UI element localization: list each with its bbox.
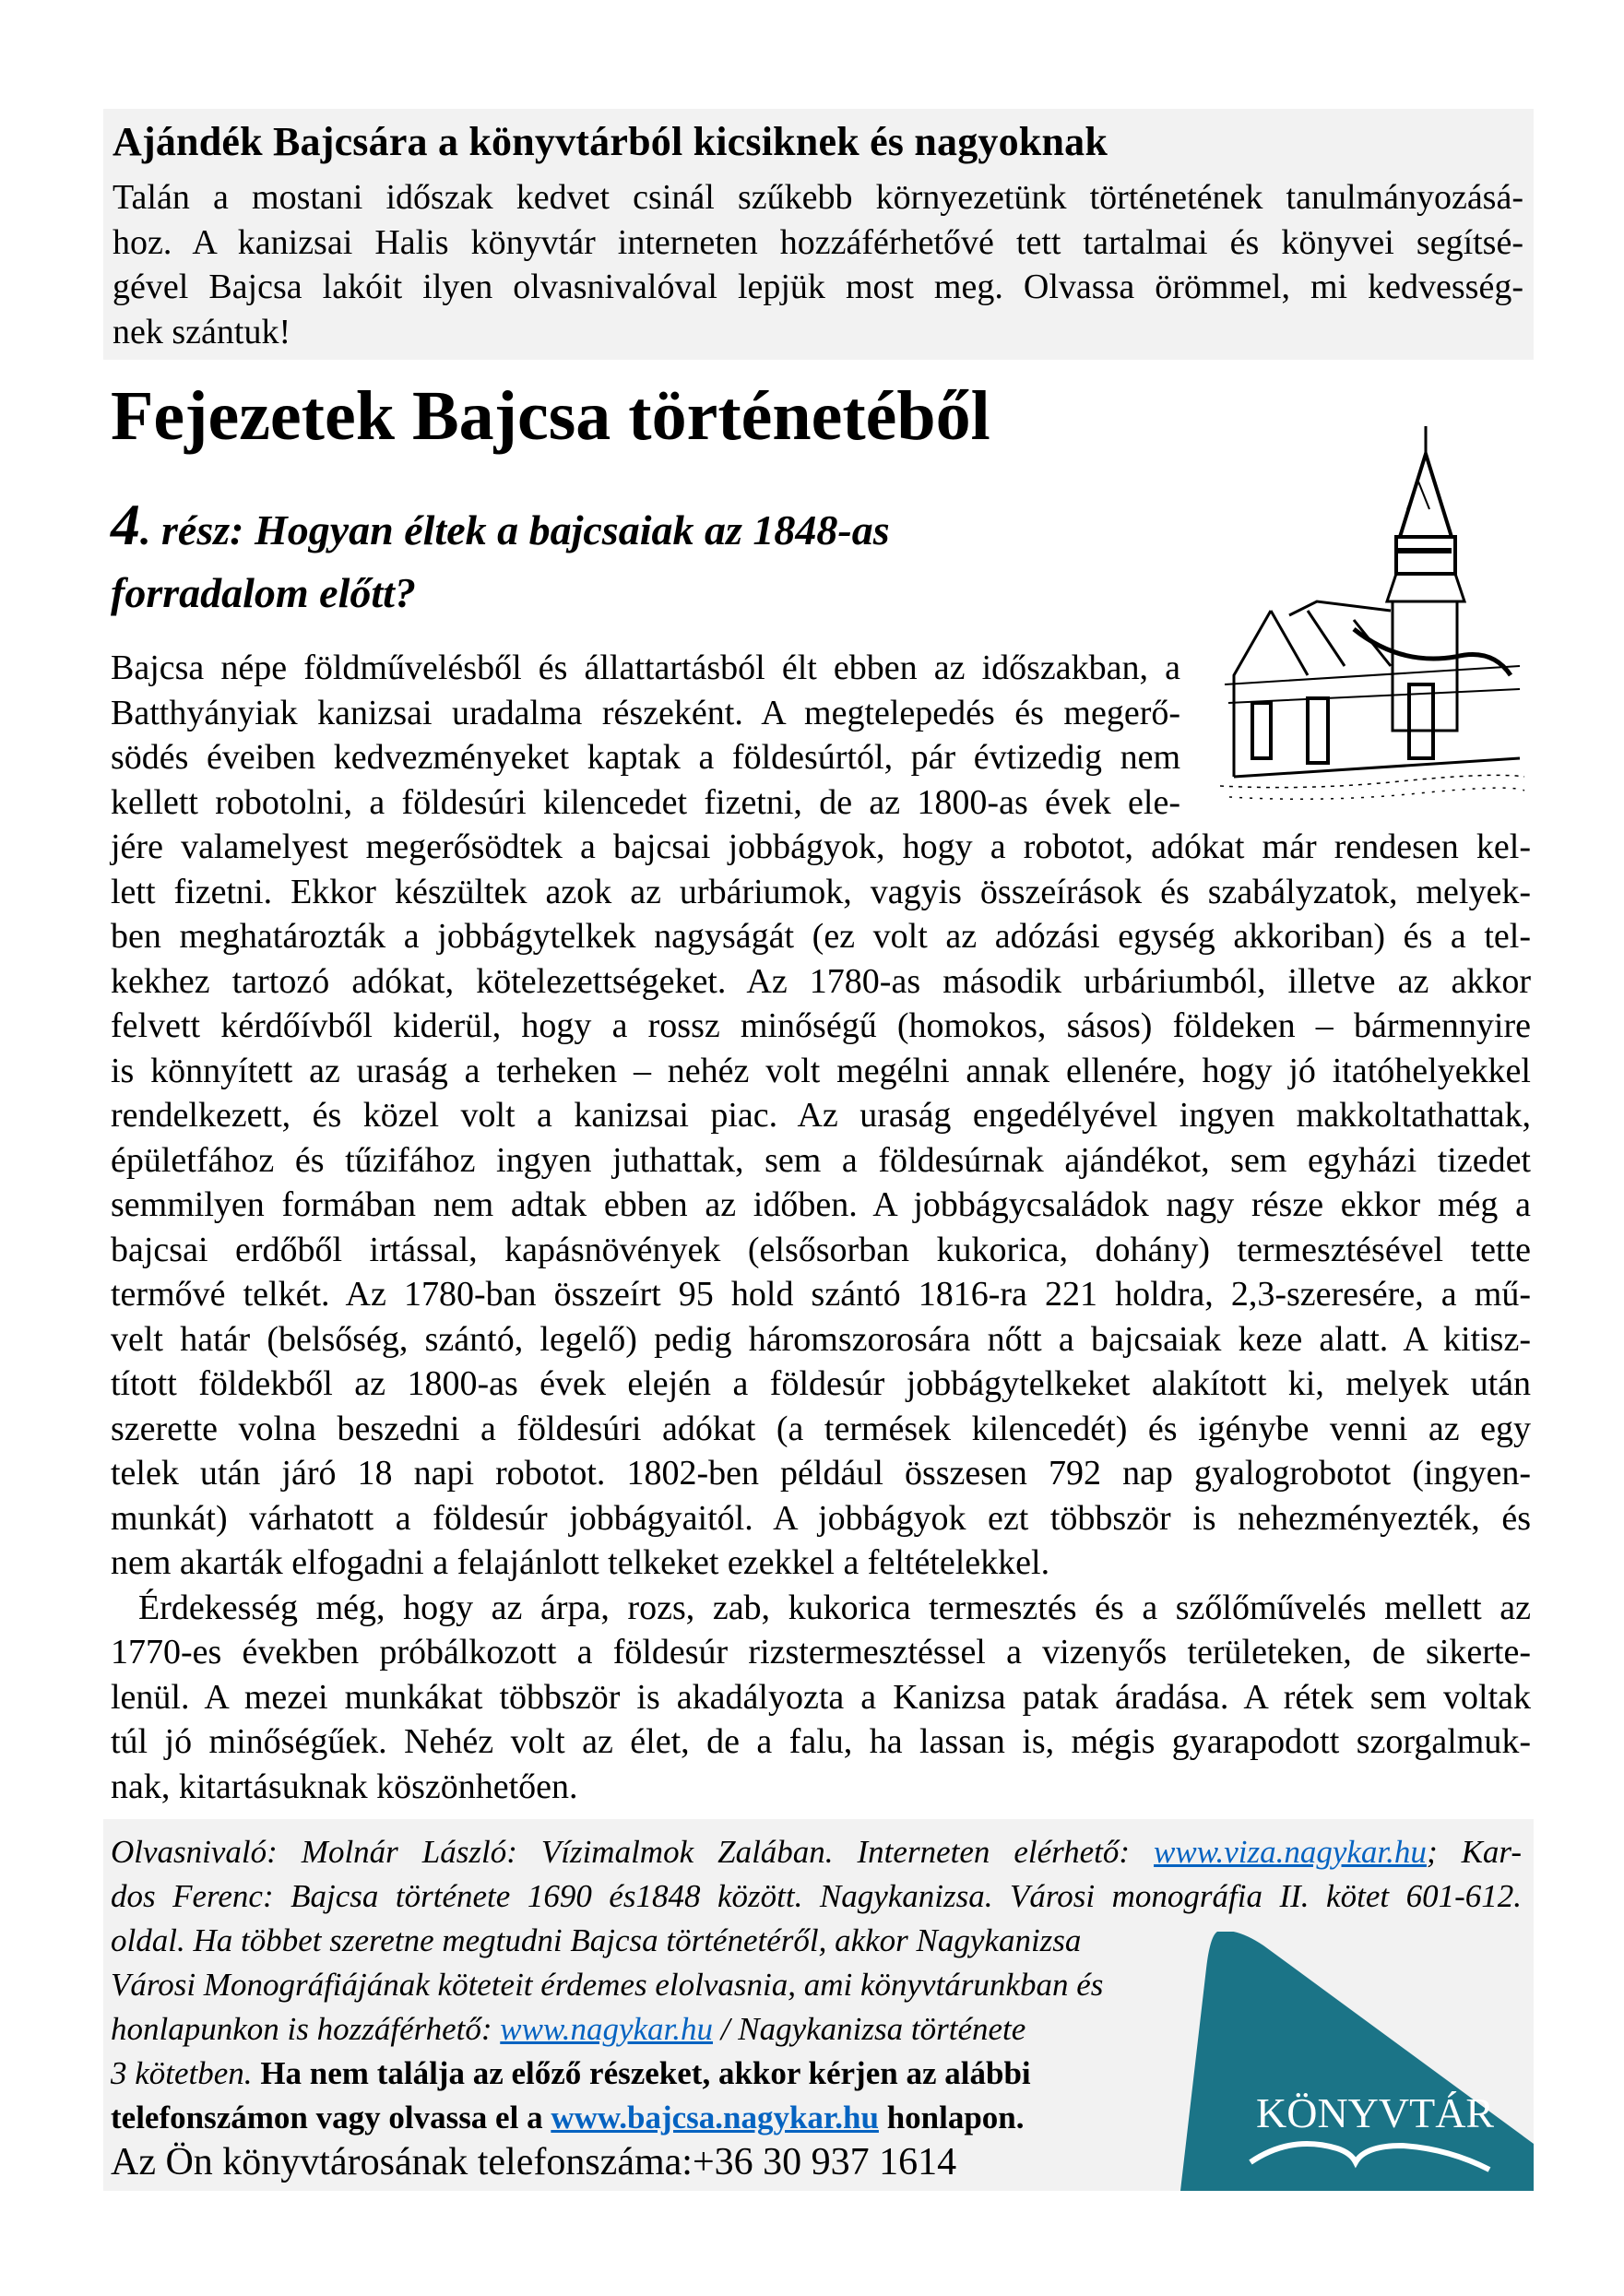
nagykar-link[interactable]: www.nagykar.hu (500, 2011, 714, 2047)
body-line: jére valamelyest megerősödtek a bajcsai jobbágyok, hogy a robotot, adókat már rendesen kel- (111, 827, 1531, 866)
body-line: ben meghatározták a jobbágytelkek nagyságát (ez volt az adózási egység akkoriban) és a tel- (111, 917, 1531, 956)
part-number: 4 (111, 492, 140, 557)
body-line: nem akarták elfogadni a felajánlott telkeket ezekkel a feltételekkel. (111, 1543, 1050, 1582)
footer-line (111, 2007, 1190, 2052)
body-line: Batthyányiak kanizsai uradalma részeként. A megtelepedés és megerő- (111, 693, 1180, 732)
body-line: épületfához és tűzifához ingyen juthattak, sem a földesúrnak ajándékot, sem egyházi tizedet (111, 1140, 1531, 1180)
body-line: Bajcsa népe földművelésből és állattartásból élt ebben az időszakban, a (111, 648, 1180, 687)
article-title: Fejezetek Bajcsa történetéből (111, 377, 990, 455)
body-line: bajcsai erdőből irtással, kapásnövények (elsősorban kukorica, dohány) termesztésével tette (111, 1230, 1531, 1269)
intro-line: nek szántuk! (113, 312, 291, 351)
footer-box (103, 1819, 1534, 2191)
footer-text-segment: Olvasnivaló: Molnár László: Vízimalmok Zalában. Interneten elérhető: (111, 1834, 1155, 1870)
body-line: munkát) várhatott a földesúr jobbágyaitól. A jobbágyok ezt többször is nehezményezték, és (111, 1498, 1531, 1538)
viza-link[interactable]: www.viza.nagykar.hu (1154, 1834, 1427, 1870)
article-subtitle (111, 494, 1033, 625)
body-line: telek után járó 18 napi robotot. 1802-ben például összesen 792 nap gyalogrobotot (ingyen- (111, 1454, 1531, 1493)
body-line: 1770-es években próbálkozott a földesúr rizstermesztéssel a vizenyős területeken, de sikerte- (111, 1633, 1531, 1671)
footer-text-segment: / Nagykanizsa története (713, 2011, 1026, 2047)
logo-text: KÖNYVTÁR (1256, 2089, 1495, 2136)
subtitle-line-1: . rész: Hogyan éltek a bajcsaiak az 1848-as (140, 506, 890, 553)
intro-box (103, 109, 1534, 360)
body-line: Érdekesség még, hogy az árpa, rozs, zab, kukorica termesztés és a szőlőművelés mellett az (138, 1588, 1531, 1627)
footer-line: Városi Monográfiájának köteteit érdemes elolvasnia, ami könyvtárunkban és (111, 1967, 1104, 2003)
footer-text (111, 1830, 1522, 2184)
body-line: termővé telkét. Az 1780-ban összeírt 95 hold szántó 1816-ra 221 holdra, 2,3-szeresére, a mű- (111, 1275, 1531, 1314)
body-line: kekhez tartozó adókat, kötelezettségeket. Az 1780-as második urbáriumból, illetve az akkor (111, 961, 1531, 1001)
body-line: lenül. A mezei munkákat többször is akadályozta a Kanizsa patak áradása. A rétek sem voltak (111, 1677, 1531, 1717)
intro-line: Talán a mostani időszak kedvet csinál szűkebb környezetünk történetének tanulmányozásá- (113, 178, 1523, 217)
body-line: nak, kitartásuknak köszönhetően. (111, 1767, 578, 1806)
footer-text-segment: 3 kötetben. (111, 2055, 253, 2091)
footer-line: dos Ferenc: Bajcsa története 1690 és1848 között. Nagykanizsa. Városi monográfia II. kötet 601-612. (111, 1878, 1522, 1914)
footer-line (111, 2052, 1190, 2096)
body-line: kellett robotolni, a földesúri kilencedet fizetni, de az 1800-as évek ele- (111, 782, 1180, 822)
article-body (111, 646, 1531, 1809)
librarian-phone: Az Ön könyvtárosának telefonszáma:+36 30 937 1614 (111, 2141, 957, 2183)
footer-text-segment: ; Kar- (1426, 1834, 1523, 1870)
body-line: lett fizetni. Ekkor készültek azok az urbáriumok, vagyis összeírások és szabályzatok, melyek- (111, 872, 1531, 911)
footer-bold-text: honlapon. (878, 2100, 1025, 2135)
body-line: velt határ (belsőség, szántó, legelő) pedig háromszorosára nőtt a bajcsaiak keze alatt. A kitisz- (111, 1319, 1531, 1359)
body-line: tított földekből az 1800-as évek elején a földesúr jobbágytelkeket alakított ki, melyek után (111, 1364, 1531, 1403)
footer-bold-text: Ha nem találja az előző részeket, akkor kérjen az alábbi (252, 2055, 1031, 2091)
body-line: felvett kérdőívből kiderül, hogy a rossz minőségű (homokos, sásos) földeken – bármennyire (111, 1006, 1531, 1045)
body-line: rendelkezett, és közel volt a kanizsai piac. Az uraság engedélyével ingyen makkoltathattak, (111, 1096, 1531, 1135)
footer-text-segment: honlapunkon is hozzáférhető: (111, 2011, 501, 2047)
footer-bold-text: telefonszámon vagy olvassa el a (111, 2100, 551, 2135)
footer-line: oldal. Ha többet szeretne megtudni Bajcsa történetéről, akkor Nagykanizsa (111, 1922, 1082, 1958)
intro-line: hoz. A kanizsai Halis könyvtár interneten hozzáférhetővé tett tartalmai és könyvei segítsé- (113, 222, 1523, 262)
intro-text (113, 175, 1523, 354)
body-line: is könnyített az uraság a terheken – nehéz volt megélni annak ellenére, hogy jó itatóhelyekkel (111, 1051, 1531, 1090)
body-line: szerette volna beszedni a földesúri adókat (a termések kilencedét) és igénybe venni az egy (111, 1409, 1531, 1448)
footer-line (111, 1830, 1522, 1874)
body-line: södés éveiben kedvezményeket kaptak a földesúrtól, pár évtizedig nem (111, 738, 1180, 777)
intro-line: gével Bajcsa lakóit ilyen olvasnivalóval lepjük most meg. Olvassa örömmel, mi kedvesség- (113, 268, 1523, 306)
subtitle-line-2: forradalom előtt? (111, 569, 416, 616)
footer-line (111, 2096, 1190, 2140)
intro-heading: Ajándék Bajcsára a könyvtárból kicsiknek és nagyoknak (113, 119, 1108, 164)
body-line: túl jó minőségűek. Nehéz volt az élet, de a falu, ha lassan is, mégis gyarapodott szorgalmuk- (111, 1722, 1531, 1761)
body-line: semmilyen formában nem adtak ebben az időben. A jobbágycsaládok nagy része ekkor még a (111, 1185, 1531, 1224)
bajcsa-link[interactable]: www.bajcsa.nagykar.hu (551, 2100, 879, 2135)
